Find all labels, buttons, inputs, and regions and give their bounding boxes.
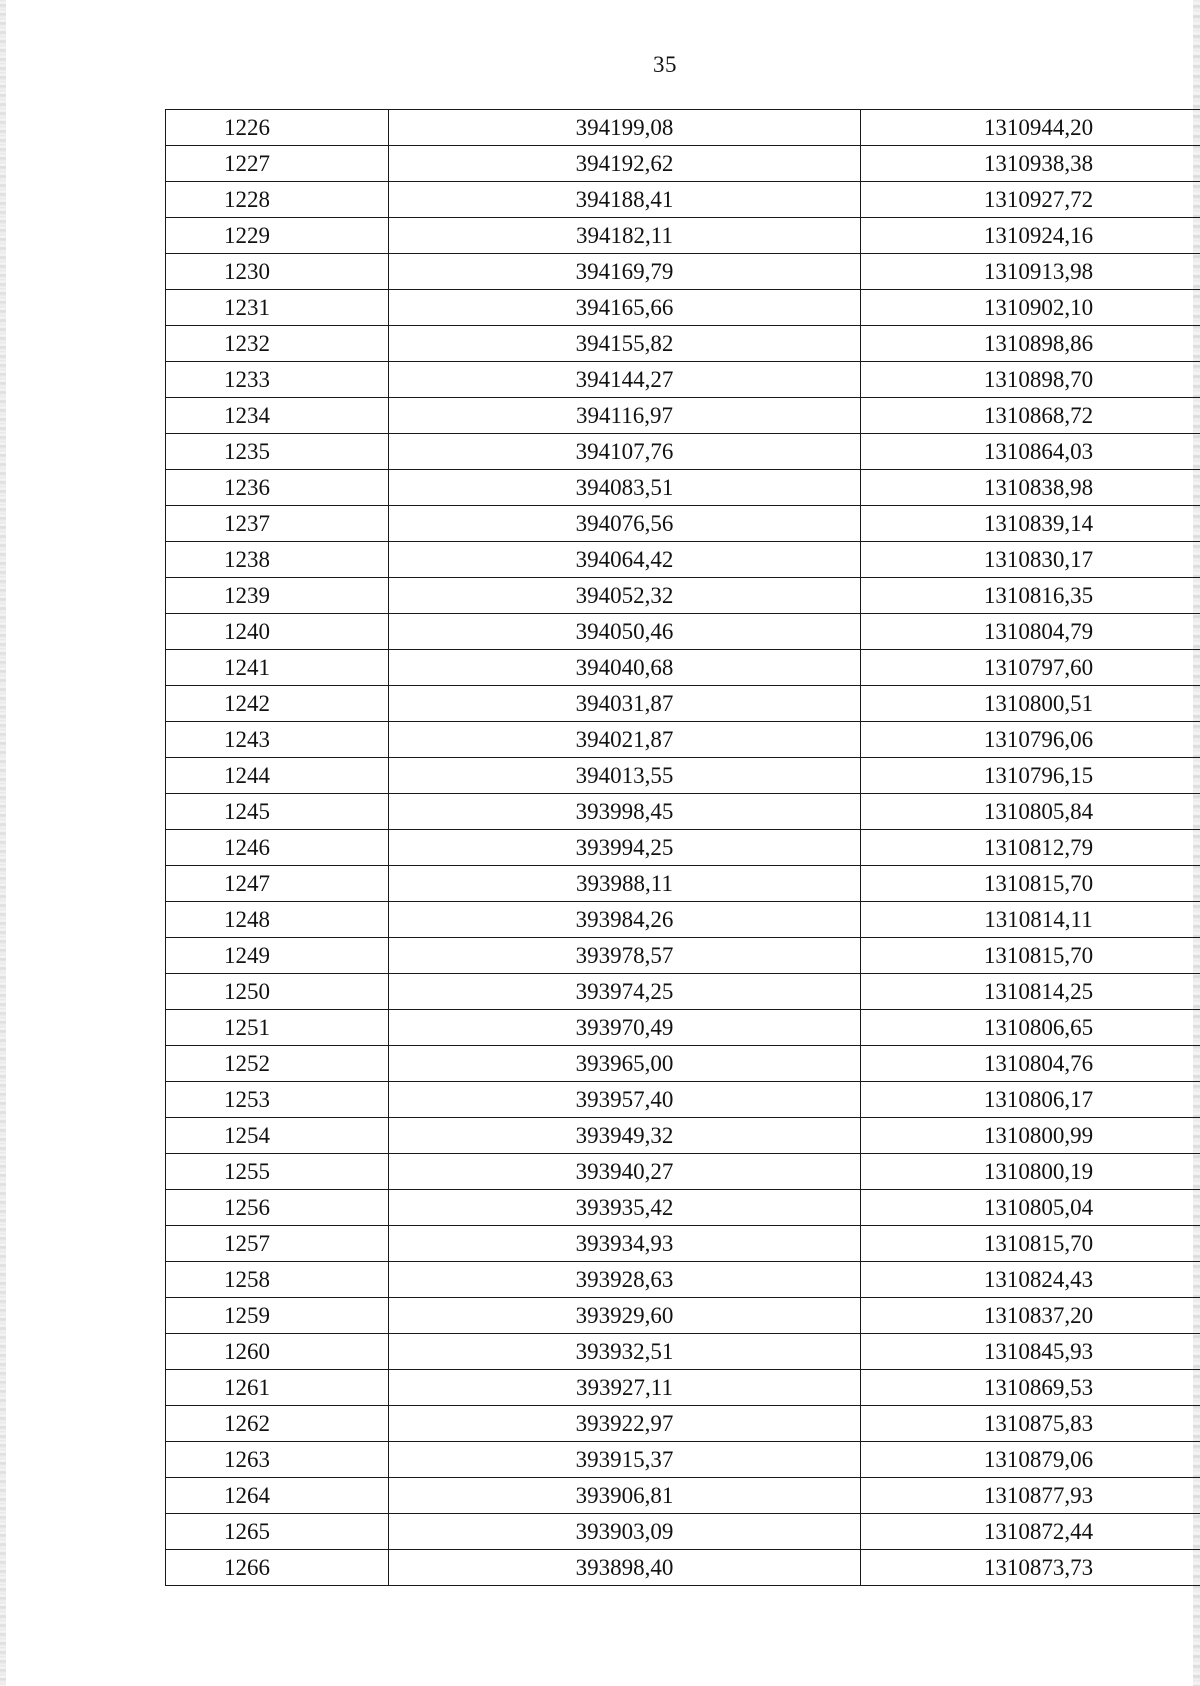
x-coordinate-cell: 394083,51 [389, 470, 861, 506]
y-coordinate-cell: 1310838,98 [861, 470, 1200, 506]
coordinates-table-body [166, 110, 1200, 1586]
table-row [166, 1226, 1200, 1262]
y-coordinate-cell: 1310913,98 [861, 254, 1200, 290]
x-coordinate-cell: 394116,97 [389, 398, 861, 434]
x-coordinate-cell: 394199,08 [389, 110, 861, 146]
x-coordinate-cell: 393998,45 [389, 794, 861, 830]
y-coordinate-cell: 1310805,04 [861, 1190, 1200, 1226]
x-coordinate-cell: 394169,79 [389, 254, 861, 290]
point-number-cell: 1238 [166, 542, 389, 578]
point-number-cell: 1243 [166, 722, 389, 758]
x-coordinate-cell: 393970,49 [389, 1010, 861, 1046]
x-coordinate-cell: 394052,32 [389, 578, 861, 614]
point-number-cell: 1228 [166, 182, 389, 218]
point-number-cell: 1229 [166, 218, 389, 254]
point-number-cell: 1251 [166, 1010, 389, 1046]
table-row [166, 614, 1200, 650]
x-coordinate-cell: 394021,87 [389, 722, 861, 758]
y-coordinate-cell: 1310824,43 [861, 1262, 1200, 1298]
table-row [166, 1370, 1200, 1406]
table-row [166, 902, 1200, 938]
point-number-cell: 1232 [166, 326, 389, 362]
table-row [166, 434, 1200, 470]
table-row [166, 866, 1200, 902]
table-row [166, 938, 1200, 974]
x-coordinate-cell: 393932,51 [389, 1334, 861, 1370]
y-coordinate-cell: 1310814,25 [861, 974, 1200, 1010]
y-coordinate-cell: 1310816,35 [861, 578, 1200, 614]
x-coordinate-cell: 393927,11 [389, 1370, 861, 1406]
table-row [166, 542, 1200, 578]
y-coordinate-cell: 1310879,06 [861, 1442, 1200, 1478]
point-number-cell: 1260 [166, 1334, 389, 1370]
table-row [166, 830, 1200, 866]
x-coordinate-cell: 394165,66 [389, 290, 861, 326]
table-row [166, 506, 1200, 542]
page-number: 35 [653, 52, 677, 77]
y-coordinate-cell: 1310805,84 [861, 794, 1200, 830]
y-coordinate-cell: 1310800,19 [861, 1154, 1200, 1190]
table-row [166, 722, 1200, 758]
table-row [166, 974, 1200, 1010]
y-coordinate-cell: 1310845,93 [861, 1334, 1200, 1370]
point-number-cell: 1239 [166, 578, 389, 614]
y-coordinate-cell: 1310797,60 [861, 650, 1200, 686]
table-row [166, 218, 1200, 254]
point-number-cell: 1231 [166, 290, 389, 326]
x-coordinate-cell: 394031,87 [389, 686, 861, 722]
point-number-cell: 1237 [166, 506, 389, 542]
y-coordinate-cell: 1310812,79 [861, 830, 1200, 866]
x-coordinate-cell: 393906,81 [389, 1478, 861, 1514]
y-coordinate-cell: 1310804,76 [861, 1046, 1200, 1082]
y-coordinate-cell: 1310944,20 [861, 110, 1200, 146]
table-row [166, 326, 1200, 362]
x-coordinate-cell: 393929,60 [389, 1298, 861, 1334]
y-coordinate-cell: 1310898,86 [861, 326, 1200, 362]
table-row [166, 1298, 1200, 1334]
table-row [166, 794, 1200, 830]
point-number-cell: 1246 [166, 830, 389, 866]
y-coordinate-cell: 1310839,14 [861, 506, 1200, 542]
x-coordinate-cell: 394188,41 [389, 182, 861, 218]
table-row [166, 578, 1200, 614]
y-coordinate-cell: 1310815,70 [861, 1226, 1200, 1262]
table-row [166, 1010, 1200, 1046]
y-coordinate-cell: 1310800,99 [861, 1118, 1200, 1154]
point-number-cell: 1252 [166, 1046, 389, 1082]
y-coordinate-cell: 1310800,51 [861, 686, 1200, 722]
scan-edge-left [0, 0, 6, 1686]
point-number-cell: 1236 [166, 470, 389, 506]
x-coordinate-cell: 394144,27 [389, 362, 861, 398]
table-row [166, 686, 1200, 722]
x-coordinate-cell: 394013,55 [389, 758, 861, 794]
table-row [166, 1334, 1200, 1370]
y-coordinate-cell: 1310815,70 [861, 938, 1200, 974]
point-number-cell: 1263 [166, 1442, 389, 1478]
point-number-cell: 1254 [166, 1118, 389, 1154]
point-number-cell: 1240 [166, 614, 389, 650]
x-coordinate-cell: 394064,42 [389, 542, 861, 578]
table-row [166, 758, 1200, 794]
point-number-cell: 1248 [166, 902, 389, 938]
y-coordinate-cell: 1310902,10 [861, 290, 1200, 326]
table-row [166, 146, 1200, 182]
table-row [166, 1046, 1200, 1082]
x-coordinate-cell: 393922,97 [389, 1406, 861, 1442]
y-coordinate-cell: 1310898,70 [861, 362, 1200, 398]
x-coordinate-cell: 394155,82 [389, 326, 861, 362]
table-row [166, 650, 1200, 686]
x-coordinate-cell: 394192,62 [389, 146, 861, 182]
point-number-cell: 1258 [166, 1262, 389, 1298]
y-coordinate-cell: 1310872,44 [861, 1514, 1200, 1550]
point-number-cell: 1244 [166, 758, 389, 794]
x-coordinate-cell: 393949,32 [389, 1118, 861, 1154]
y-coordinate-cell: 1310830,17 [861, 542, 1200, 578]
table-row [166, 398, 1200, 434]
table-row [166, 1154, 1200, 1190]
y-coordinate-cell: 1310868,72 [861, 398, 1200, 434]
table-row [166, 254, 1200, 290]
x-coordinate-cell: 394076,56 [389, 506, 861, 542]
x-coordinate-cell: 394050,46 [389, 614, 861, 650]
point-number-cell: 1245 [166, 794, 389, 830]
y-coordinate-cell: 1310869,53 [861, 1370, 1200, 1406]
table-row [166, 1190, 1200, 1226]
point-number-cell: 1257 [166, 1226, 389, 1262]
y-coordinate-cell: 1310924,16 [861, 218, 1200, 254]
point-number-cell: 1247 [166, 866, 389, 902]
y-coordinate-cell: 1310864,03 [861, 434, 1200, 470]
x-coordinate-cell: 393935,42 [389, 1190, 861, 1226]
point-number-cell: 1253 [166, 1082, 389, 1118]
point-number-cell: 1250 [166, 974, 389, 1010]
point-number-cell: 1261 [166, 1370, 389, 1406]
y-coordinate-cell: 1310806,65 [861, 1010, 1200, 1046]
table-row [166, 1442, 1200, 1478]
table-row [166, 1514, 1200, 1550]
x-coordinate-cell: 393984,26 [389, 902, 861, 938]
x-coordinate-cell: 393915,37 [389, 1442, 861, 1478]
x-coordinate-cell: 393898,40 [389, 1550, 861, 1586]
point-number-cell: 1234 [166, 398, 389, 434]
y-coordinate-cell: 1310938,38 [861, 146, 1200, 182]
x-coordinate-cell: 394040,68 [389, 650, 861, 686]
y-coordinate-cell: 1310806,17 [861, 1082, 1200, 1118]
x-coordinate-cell: 393978,57 [389, 938, 861, 974]
table-row [166, 1406, 1200, 1442]
table-row [166, 470, 1200, 506]
point-number-cell: 1266 [166, 1550, 389, 1586]
table-row [166, 182, 1200, 218]
point-number-cell: 1256 [166, 1190, 389, 1226]
point-number-cell: 1235 [166, 434, 389, 470]
table-row [166, 110, 1200, 146]
y-coordinate-cell: 1310796,06 [861, 722, 1200, 758]
y-coordinate-cell: 1310796,15 [861, 758, 1200, 794]
point-number-cell: 1227 [166, 146, 389, 182]
point-number-cell: 1226 [166, 110, 389, 146]
point-number-cell: 1242 [166, 686, 389, 722]
point-number-cell: 1264 [166, 1478, 389, 1514]
point-number-cell: 1255 [166, 1154, 389, 1190]
x-coordinate-cell: 394107,76 [389, 434, 861, 470]
x-coordinate-cell: 393988,11 [389, 866, 861, 902]
point-number-cell: 1262 [166, 1406, 389, 1442]
table-row [166, 1082, 1200, 1118]
table-row [166, 362, 1200, 398]
x-coordinate-cell: 393940,27 [389, 1154, 861, 1190]
y-coordinate-cell: 1310873,73 [861, 1550, 1200, 1586]
y-coordinate-cell: 1310804,79 [861, 614, 1200, 650]
point-number-cell: 1265 [166, 1514, 389, 1550]
x-coordinate-cell: 394182,11 [389, 218, 861, 254]
x-coordinate-cell: 393974,25 [389, 974, 861, 1010]
y-coordinate-cell: 1310837,20 [861, 1298, 1200, 1334]
y-coordinate-cell: 1310877,93 [861, 1478, 1200, 1514]
point-number-cell: 1259 [166, 1298, 389, 1334]
y-coordinate-cell: 1310814,11 [861, 902, 1200, 938]
y-coordinate-cell: 1310815,70 [861, 866, 1200, 902]
point-number-cell: 1233 [166, 362, 389, 398]
table-row [166, 1262, 1200, 1298]
x-coordinate-cell: 393934,93 [389, 1226, 861, 1262]
y-coordinate-cell: 1310927,72 [861, 182, 1200, 218]
y-coordinate-cell: 1310875,83 [861, 1406, 1200, 1442]
x-coordinate-cell: 393903,09 [389, 1514, 861, 1550]
table-row [166, 290, 1200, 326]
x-coordinate-cell: 393994,25 [389, 830, 861, 866]
point-number-cell: 1230 [166, 254, 389, 290]
point-number-cell: 1249 [166, 938, 389, 974]
point-number-cell: 1241 [166, 650, 389, 686]
x-coordinate-cell: 393928,63 [389, 1262, 861, 1298]
x-coordinate-cell: 393957,40 [389, 1082, 861, 1118]
table-row [166, 1118, 1200, 1154]
table-row [166, 1550, 1200, 1586]
coordinates-table [165, 109, 1200, 1586]
x-coordinate-cell: 393965,00 [389, 1046, 861, 1082]
table-row [166, 1478, 1200, 1514]
